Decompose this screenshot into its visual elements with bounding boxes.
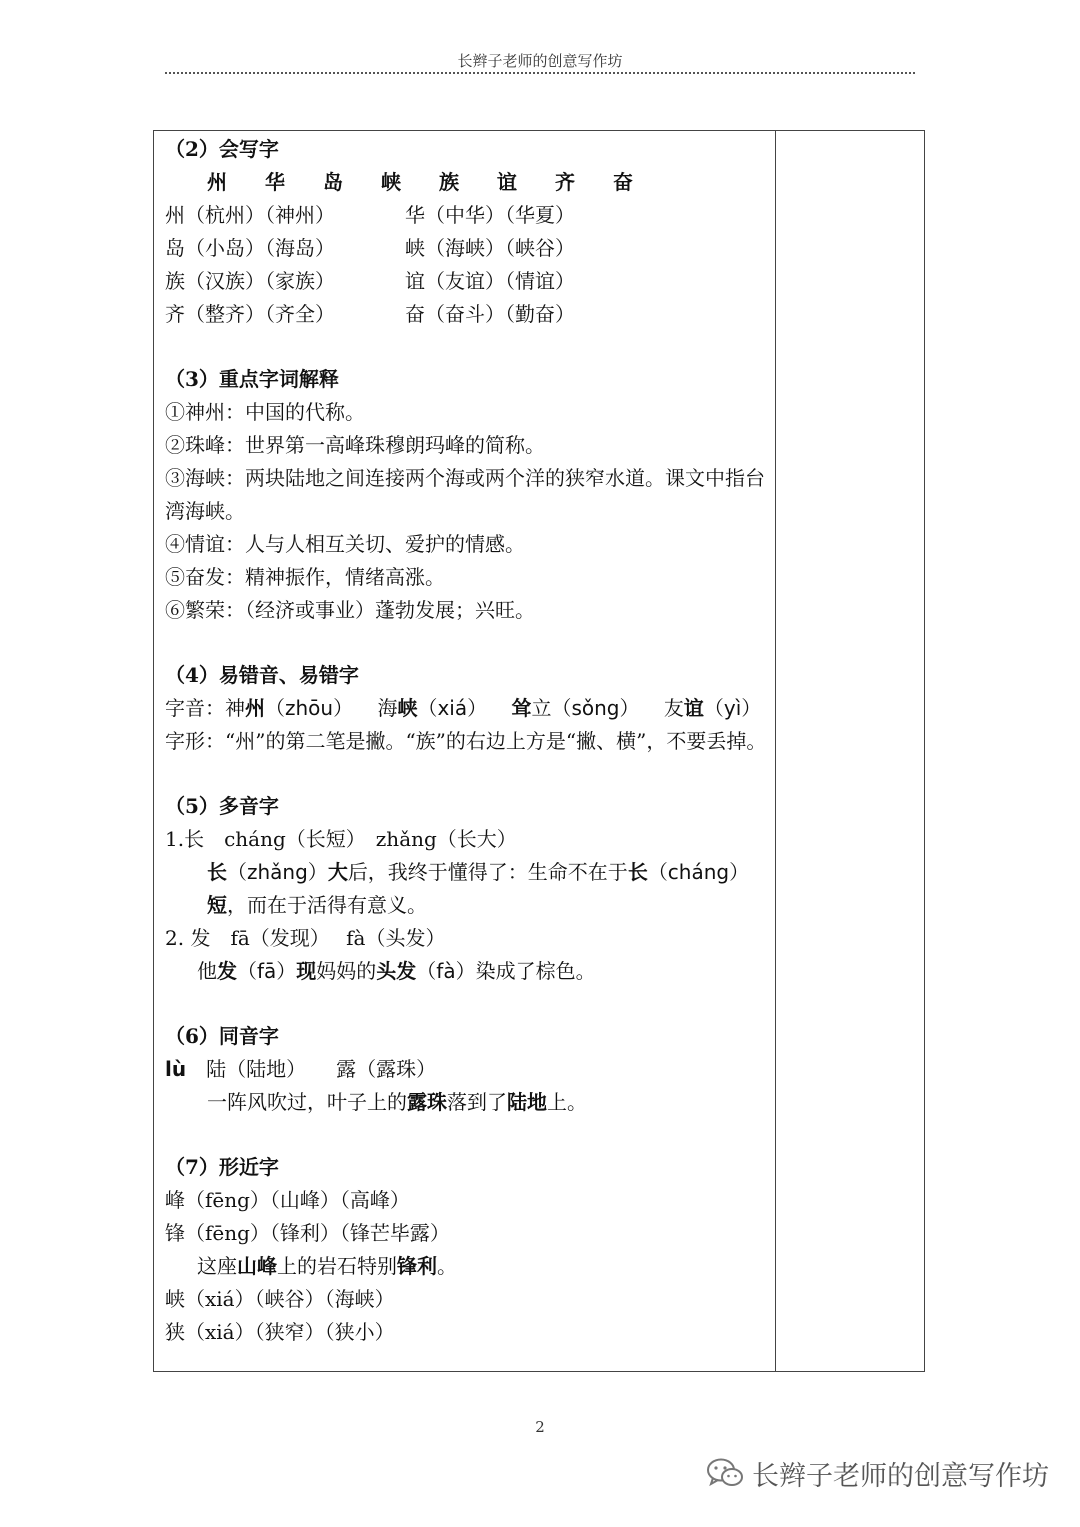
word: 海 — [377, 696, 398, 720]
section-2-heading: （2）会写字 — [165, 137, 279, 161]
bold-word: 长 — [627, 860, 648, 884]
pinyin: （cháng） — [647, 860, 750, 884]
wechat-icon — [706, 1457, 744, 1489]
pinyin: （zhǎng） — [227, 860, 328, 884]
word-row — [165, 298, 770, 331]
definition-item: ①神州：中国的代称。 — [165, 400, 365, 424]
text: 妈妈的 — [316, 959, 377, 983]
section-6-heading: （6）同音字 — [165, 1024, 279, 1048]
word-group: 谊（友谊）（情谊） — [405, 269, 575, 293]
definition-item: ⑤奋发：精神振作，情绪高涨。 — [165, 565, 445, 589]
table-column-divider — [775, 131, 776, 1371]
word-group: 齐（整齐）（齐全） — [165, 302, 335, 326]
example-sentence — [165, 1086, 770, 1119]
section-7-heading: （7）形近字 — [165, 1155, 279, 1179]
definition-item: ②珠峰：世界第一高峰珠穆朗玛峰的简称。 — [165, 433, 545, 457]
example-sentence — [165, 1250, 770, 1283]
homophone-line — [165, 1053, 770, 1086]
pinyin: （fā） — [237, 959, 297, 983]
word-group: 峡（海峡）（峡谷） — [405, 236, 575, 260]
word-focus: 峡 — [397, 696, 418, 720]
bold-word: 露珠 — [407, 1090, 447, 1114]
word-row — [165, 265, 770, 298]
bold-word: 发 — [217, 959, 237, 983]
word: 立 — [531, 696, 552, 720]
character-shape-note: 字形：“州”的第二笔是撇。“族”的右边上方是“撇、横”，不要丢掉。 — [165, 729, 767, 753]
bold-word: 大 — [327, 860, 348, 884]
word-focus: 谊 — [683, 696, 704, 720]
example-sentence — [165, 856, 770, 922]
bold-word: 陆地 — [507, 1090, 547, 1114]
watermark-text: 长辫子老师的创意写作坊 — [752, 1460, 1049, 1492]
homophone-words: 陆（陆地） 露（露珠） — [206, 1057, 437, 1081]
polyphone-line: 2. 发 fā（发现） fà（头发） — [165, 926, 446, 950]
definition-item: ③海峡：两块陆地之间连接两个海或两个洋的狭窄水道。课文中指台湾海峡。 — [165, 466, 765, 523]
word-group: 华（中华）（华夏） — [405, 203, 575, 227]
bold-word: 头发 — [376, 959, 417, 983]
word-focus: 耸 — [511, 696, 532, 720]
similar-char-line: 峰（fēng）（山峰）（高峰） — [165, 1188, 410, 1212]
word-focus: 州 — [245, 696, 265, 720]
char: 齐 — [555, 170, 575, 194]
text: 后，我终于懂得了：生命不在于 — [347, 860, 628, 884]
bold-word: 山峰 — [237, 1254, 277, 1278]
label: 字音： — [165, 696, 225, 720]
char: 谊 — [497, 170, 517, 194]
word: 神 — [225, 696, 245, 720]
word-group: 岛（小岛）（海岛） — [165, 236, 335, 260]
page-number: 2 — [535, 1418, 545, 1436]
definition-item: ⑥繁荣：（经济或事业）蓬勃发展；兴旺。 — [165, 598, 535, 622]
word-group: 奋（奋斗）（勤奋） — [405, 302, 575, 326]
example-sentence — [165, 955, 770, 988]
page-header: 长辫子老师的创意写作坊 — [457, 52, 623, 70]
char: 华 — [265, 170, 285, 194]
word-group: 州（杭州）（神州） — [165, 203, 335, 227]
char: 州 — [207, 170, 227, 194]
pronunciation-line — [165, 692, 770, 725]
pinyin: lù — [165, 1057, 187, 1081]
char: 峡 — [381, 170, 401, 194]
pinyin: （fà） — [416, 959, 476, 983]
char: 族 — [439, 170, 459, 194]
text: 。 — [437, 1254, 457, 1278]
text: 这座 — [197, 1254, 237, 1278]
wechat-watermark — [706, 1453, 1049, 1493]
word-row — [165, 199, 770, 232]
bold-word: 短 — [207, 893, 227, 917]
bold-word: 长 — [207, 860, 227, 884]
similar-char-line: 锋（fēng）（锋利）（锋芒毕露） — [165, 1221, 450, 1245]
text: ，而在于活得有意义。 — [227, 893, 427, 917]
bold-word: 锋利 — [397, 1254, 437, 1278]
text: 一阵风吹过，叶子上的 — [207, 1090, 407, 1114]
pinyin: （yì） — [703, 696, 762, 720]
char: 岛 — [323, 170, 343, 194]
polyphone-line: 1.长 cháng（长短） zhǎng（长大） — [165, 827, 517, 851]
char: 奋 — [613, 170, 633, 194]
definition-item: ④情谊：人与人相互关切、爱护的情感。 — [165, 532, 525, 556]
section-4-heading: （4）易错音、易错字 — [165, 663, 359, 687]
bold-word: 现 — [296, 959, 317, 983]
pinyin: （zhōu） — [265, 696, 354, 720]
word: 友 — [663, 696, 684, 720]
pinyin: （xiá） — [417, 696, 488, 720]
text: 落到了 — [447, 1090, 507, 1114]
pinyin: （sǒng） — [551, 696, 640, 720]
section-3-heading: （3）重点字词解释 — [165, 367, 339, 391]
text: 上。 — [547, 1090, 587, 1114]
main-cell — [165, 133, 770, 1349]
similar-char-line: 狭（xiá）（狭窄）（狭小） — [165, 1320, 395, 1344]
text: 他 — [197, 959, 217, 983]
similar-char-line: 峡（xiá）（峡谷）（海峡） — [165, 1287, 395, 1311]
text: 染成了棕色。 — [475, 959, 596, 983]
word-group: 族（汉族）（家族） — [165, 269, 335, 293]
writing-characters — [165, 166, 770, 199]
section-5-heading: （5）多音字 — [165, 794, 279, 818]
header-divider — [165, 72, 915, 74]
text: 上的岩石特别 — [277, 1254, 397, 1278]
word-row — [165, 232, 770, 265]
